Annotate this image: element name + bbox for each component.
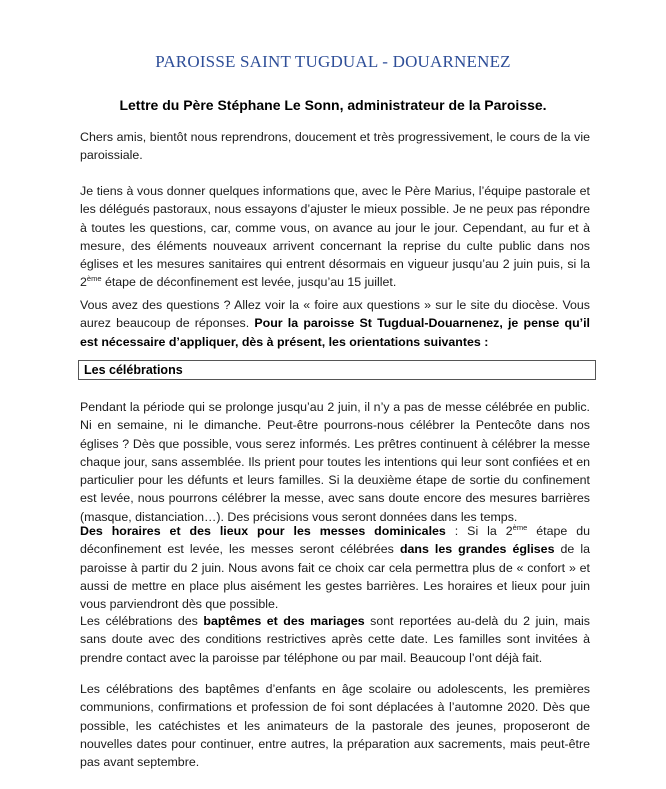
celebrations-p3-text-a: Les célébrations des [80, 614, 204, 628]
celebrations-p2-bold: Des horaires et des lieux pour les messes dominicales [80, 524, 446, 538]
intro-paragraph-3 [80, 296, 590, 351]
celebrations-p3-bold: baptêmes et des mariages [203, 614, 365, 628]
celebrations-p2-bold-2: dans les grandes églises [399, 542, 555, 557]
celebrations-paragraph-1 [80, 398, 590, 526]
celebrations-p2-superscript: ème [512, 523, 528, 532]
intro-p1-text: Chers amis, bientôt nous reprendrons, doucement et très progressivement, le cours de la vie paroissiale. [80, 130, 590, 163]
celebrations-p1-text: Pendant la période qui se prolonge jusqu’au 2 juin, il n’y a pas de messe célébrée en public. Ni en semaine, ni le dimanche. Peut-être pourrons-nous célébrer la Pentecôte dans nos églises ? Dès que possible, vous serez informés. Les prêtres continuent à célébrer la messe chaque jour, sans assemblée. Ils prient pour toutes les intentions qui leur sont confiées et en particulier pour les défunts et leurs familles. Si la deuxième étape de sortie du confinement est levée, nous pourrons célébrer la messe, avec sans doute encore des mesures barrières (masque, distanciation…). Des précisions vous seront données dans les temps. [80, 400, 590, 524]
section-heading-celebrations: Les célébrations [78, 360, 596, 380]
intro-p3-text: Vous avez des questions ? Allez voir la « foire aux questions » sur le site du diocèse. Vous aurez beaucoup de réponses. [80, 298, 590, 331]
intro-paragraph-2 [80, 182, 590, 292]
letter-subtitle: Lettre du Père Stéphane Le Sonn, administrateur de la Paroisse. [119, 97, 547, 113]
intro-p3-bold: Pour la paroisse St Tugdual-Douarnenez, je pense qu’il est nécessaire d’appliquer, dès à présent, les orientations suivantes : [80, 316, 590, 349]
celebrations-paragraph-3 [80, 612, 590, 667]
celebrations-p2-text-b: étape du déconfinement est levée, les messes seront célébrées [80, 524, 590, 557]
celebrations-p3-text-b: sont reportées au-delà du 2 juin, mais sans doute avec des conditions restrictives après cette date. Les familles sont invitées à prendre contact avec la paroisse par téléphone ou par mail. Beaucoup l’ont déjà fait. [80, 614, 590, 665]
intro-paragraph-1 [80, 128, 590, 165]
celebrations-p2-text-a: : Si la 2 [445, 524, 513, 538]
celebrations-paragraph-2 [80, 522, 590, 613]
intro-p2-text-a: Je tiens à vous donner quelques informations que, avec le Père Marius, l’équipe pastorale et les délégués pastoraux, nous essayons d’ajuster le mieux possible. Je ne peux pas répondre à toutes les questions, car, comme vous, on avance au jour le jour. Cependant, au fur et à mesure, des éléments nouveaux arrivent concernant la reprise du culte public dans nos églises et les mesures sanitaires qui entrent désormais en vigueur jusqu’au 2 juin puis, si la 2 [80, 184, 590, 290]
intro-p2-superscript: ème [86, 274, 102, 284]
intro-p2-text-b: étape de déconfinement est levée, jusqu’au 15 juillet. [101, 275, 397, 290]
celebrations-p4-text: Les célébrations des baptêmes d’enfants en âge scolaire ou adolescents, les premières communions, confirmations et profession de foi sont déplacées à l’automne 2020. Dès que possible, les catéchistes et les animateurs de la pastorale des jeunes, proposeront de nouvelles dates pour continuer, entre autres, la préparation aux sacrements, mais peut-être pas avant septembre. [80, 682, 590, 770]
celebrations-paragraph-4 [80, 680, 590, 771]
parish-title: PAROISSE SAINT TUGDUAL - DOUARNENEZ [155, 52, 511, 71]
celebrations-p2-text-c: de la paroisse à partir du 2 juin. Nous avons fait ce choix car cela permettra plus de « confort » et aussi de mettre en place plus aisément les gestes barrières. Les horaires et lieux pour juin vous parviendront dès que possible. [80, 542, 590, 612]
